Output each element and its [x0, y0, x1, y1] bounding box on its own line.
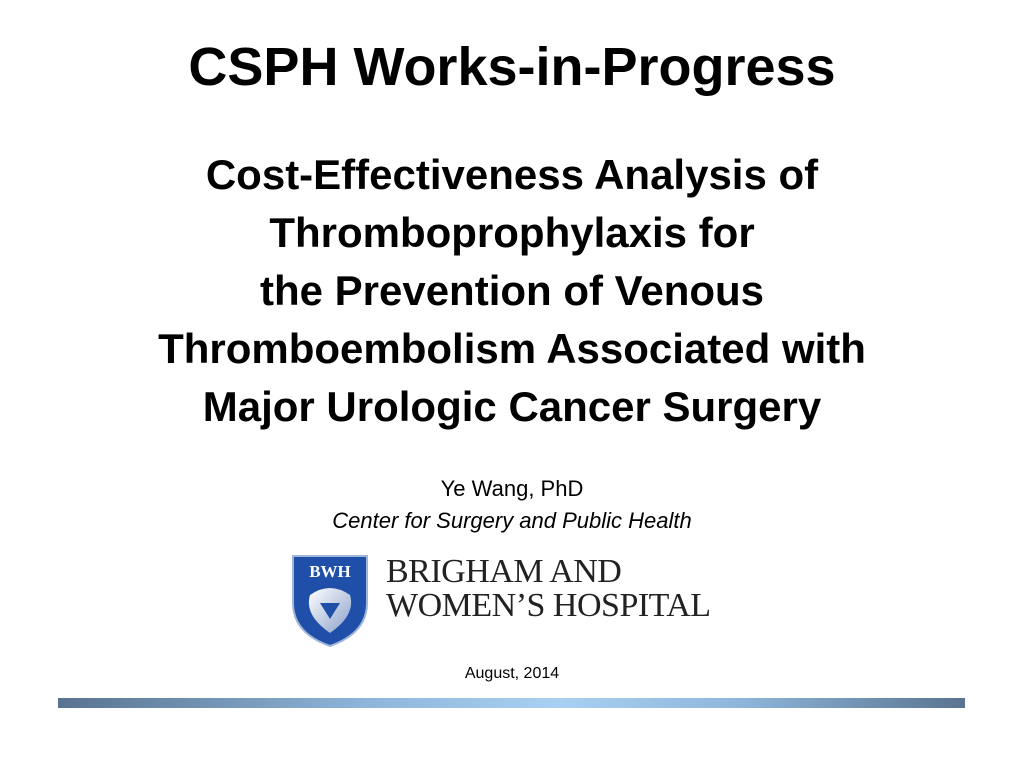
hospital-logo: [290, 553, 750, 648]
subtitle-line: Thromboprophylaxis for: [269, 209, 755, 256]
subtitle-line: Thromboembolism Associated with: [158, 325, 866, 372]
subtitle-line: Major Urologic Cancer Surgery: [202, 383, 822, 430]
logo-line-1: BRIGHAM AND: [386, 553, 622, 590]
footer-divider: [58, 698, 965, 708]
author: Ye Wang, PhD: [440, 476, 584, 501]
slide-subtitle: [0, 146, 1024, 436]
shield-icon: [290, 553, 370, 648]
affiliation: Center for Surgery and Public Health: [332, 508, 692, 533]
date: August, 2014: [464, 665, 560, 682]
subtitle-line: Cost-Effectiveness Analysis of: [205, 151, 819, 198]
logo-badge-text: BWH: [309, 562, 351, 581]
logo-line-2: WOMEN’S HOSPITAL: [386, 587, 711, 624]
subtitle-line: the Prevention of Venous: [259, 267, 765, 314]
logo-text: [386, 555, 711, 623]
slide-title: CSPH Works-in-Progress: [188, 37, 836, 97]
